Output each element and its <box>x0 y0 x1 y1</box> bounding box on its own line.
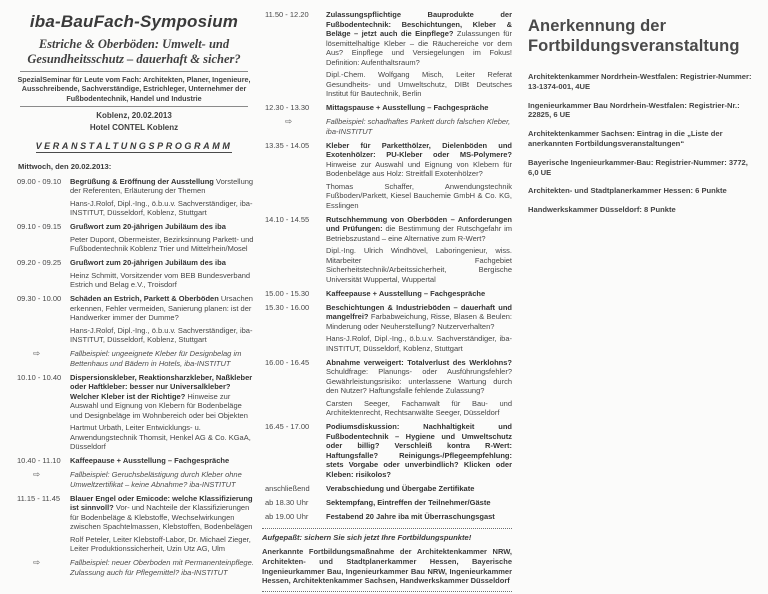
entry-content <box>326 484 512 494</box>
entry-content <box>70 558 254 577</box>
entry-time: 09.00 - 09.10 <box>17 176 62 186</box>
entry-head: Beschichtungen & Industrieböden – dauerhaft und mangelfrei? Farbabweichung, Risse, Blasen & Beulen: Minderung oder Neuherstellung? Nutzerverhalten? <box>326 302 512 331</box>
entry-note: Fallbeispiel: schadhaftes Parkett durch falschen Kleber, iba-INSTITUT <box>326 117 511 136</box>
entry-time: 09.20 - 09.25 <box>17 258 62 268</box>
entry-content <box>326 215 512 285</box>
entry-head: Abnahme verweigert: Totalverlust des Werklohns? Schuldfrage: Planungs- oder Ausführungsfehler? Gewährleistungsrisiko: unterlassene Wartung durch den Nutzer? Haftungsfalle fehlende Zulassung? <box>326 357 512 395</box>
entry-speaker: Carsten Seeger, Fachanwalt für Bau- und Architektenrecht, Rechtsanwälte Seeger, Düsseldorf <box>326 398 512 417</box>
recognized-measure-text: Anerkannte Fortbildungsmaßnahme der Architektenkammer NRW, Architekten- und Stadtplanerkammer Hessen, Bayerische Ingenieurkammer Bau, Ingenieurkammer Bau NRW, Ingenieurkammer Hessen, Architektenkammer Sachsen, Handwerkskammer Düsseldorf <box>262 547 512 586</box>
schedule-entry <box>262 141 512 211</box>
entry-content <box>326 303 512 354</box>
recognition-item: Bayerische Ingenieurkammer-Bau: Registrier-Nummer: 3772, 6,0 UE <box>528 157 748 177</box>
schedule-entry <box>262 484 512 494</box>
schedule-entry <box>262 358 512 418</box>
recognition-heading: Anerkennung der Fortbildungsveranstaltung <box>528 17 740 55</box>
entry-content <box>326 141 512 211</box>
entry-time: 13.35 - 14.05 <box>265 140 310 150</box>
entry-content <box>70 470 254 489</box>
entry-head: Rutschhemmung von Oberböden – Anforderungen und Prüfungen: die Bestimmung der Rutschgefahr im Betriebszustand – eine Alternative zum R-Wert? <box>326 214 512 243</box>
entry-head: Podiumsdiskussion: Nachhaltigkeit und Fußbodentechnik – Hygiene und Umweltschutz oder billig? Verschleiß kontra R-Wert: Haftungsfalle? Reinigungs-/Pflegeempfehlung: stets Vorgabe oder unverbindlich? Klicken oder Kleben: risikolos? <box>326 422 512 479</box>
case-example-row <box>262 117 512 136</box>
schedule-entry <box>14 177 254 218</box>
entry-time: 15.00 - 15.30 <box>265 288 310 298</box>
entry-content <box>326 358 512 418</box>
entry-head: Blauer Engel oder Emicode: welche Klassifizierung ist sinnvoll? Vor- und Nachteile der Klassifizierungen für Bodenbeläge & Klebstoffe, Wechselwirkungen zwischen Spachtelmassen, Klebstoffen, Bodenbelägen <box>70 493 253 532</box>
entry-speaker: Thomas Schaffer, Anwendungstechnik Fußboden/Parkett, Kiesel Bauchemie GmbH & Co. KG, Esslingen <box>326 181 512 210</box>
entry-content <box>70 349 254 368</box>
entry-content <box>70 373 254 452</box>
entry-time: 10.40 - 11.10 <box>17 456 61 466</box>
entry-time: 15.30 - 16.00 <box>265 302 310 312</box>
entry-head: Kaffeepause + Ausstellung – Fachgespräche <box>326 288 486 298</box>
entry-head: Mittagspause + Ausstellung – Fachgespräche <box>326 103 489 112</box>
entry-time: ab 19.00 Uhr <box>265 511 309 521</box>
entry-content <box>326 289 512 299</box>
entry-content <box>70 258 254 290</box>
header-divider-bottom <box>20 106 248 107</box>
schedule-entry <box>14 456 254 466</box>
symposium-subtitle: Estriche & Oberböden: Umwelt- und Gesundheitsschutz – dauerhaft & sicher? <box>27 37 241 66</box>
entry-note: Fallbeispiel: Geruchsbelästigung durch Kleber ohne Umweltzertifikat – keine Abnahme? iba-INSTITUT <box>70 470 242 489</box>
entry-time: 11.50 - 12.20 <box>265 10 309 19</box>
entry-content <box>326 10 512 99</box>
schedule-left <box>14 177 254 578</box>
entry-speaker: Hans-J.Rolof, Dipl.-Ing., ö.b.u.v. Sachverständiger, iba-INSTITUT, Düsseldorf, Koblenz, Stuttgart <box>326 334 512 353</box>
entry-content <box>326 422 512 479</box>
entry-time: 12.30 - 13.30 <box>265 103 310 112</box>
schedule-entry <box>262 215 512 285</box>
entry-speaker: Rolf Peteler, Leiter Klebstoff-Labor, Dr. Michael Zieger, Leiter Produktionssicherheit, Uzin Utz AG, Ulm <box>70 534 251 554</box>
schedule-entry <box>14 294 254 345</box>
entry-speaker: Dipl.-Chem. Wolfgang Misch, Leiter Referat Gesundheits- und Umweltschutz, DIBt Deutsches Institut für Bautechnik, Berlin <box>326 70 512 98</box>
case-example-row <box>14 349 254 368</box>
entry-time: ab 18.30 Uhr <box>265 497 309 507</box>
entry-speaker: Peter Dupont, Obermeister, Bezirksinnung Parkett- und Fußbodentechnik Koblenz Trier und Mittelrhein/Mosel <box>70 234 254 254</box>
recognition-item: Architekten- und Stadtplanerkammer Hessen: 6 Punkte <box>528 186 727 196</box>
entry-speaker: Dipl.-Ing. Ulrich Windhövel, Laboringenieur, wiss. Mitarbeiter Fachgebiet Sicherheitstechnik/Arbeitssicherheit, Bergische Universität Wuppertal, Wuppertal <box>326 246 512 284</box>
entry-content <box>326 512 512 522</box>
entry-time: 11.15 - 11.45 <box>17 493 61 503</box>
entry-head: Zulassungspflichtige Bauprodukte der Fußbodentechnik: Beschichtungen, Kleber & Beläge – jetzt auch die Einpflege? Zulassungen für lösemittelhaltige Kleber – die Räuchereiche vor dem Aus? Einpflege und Versiegelungen im Fokus! Definition: Aufenthaltsraum? <box>326 10 512 67</box>
location-date: Koblenz, 20.02.2013 <box>96 110 172 120</box>
entry-head: Sektempfang, Eintreffen der Teilnehmer/Gäste <box>326 497 491 507</box>
entry-head: Kaffeepause + Ausstellung – Fachgespräche <box>70 456 230 466</box>
schedule-entry <box>14 494 254 554</box>
schedule-entry <box>262 498 512 508</box>
case-example-row <box>14 470 254 489</box>
recognition-list <box>528 72 762 215</box>
entry-content <box>70 222 254 254</box>
schedule-entry <box>14 222 254 254</box>
attention-line: Aufgepaßt: sichern Sie sich jetzt Ihre Fortbildungspunkte! <box>262 533 472 542</box>
entry-head: Schäden an Estrich, Parkett & Oberböden Ursachen erkennen, Fehler vermeiden, Sanierung planen: ist der Handwerker immer der Dumme? <box>70 294 253 323</box>
schedule-entry <box>262 512 512 522</box>
entry-time: 09.10 - 09.15 <box>17 222 62 232</box>
entry-content <box>326 117 512 136</box>
column-left <box>14 6 254 582</box>
program-title: VERANSTALTUNGSPROGRAMM <box>36 141 233 154</box>
schedule-entry <box>14 258 254 290</box>
entry-time: 10.10 - 10.40 <box>17 372 62 382</box>
entry-head: Grußwort zum 20-jährigen Jubiläum des iba <box>70 222 226 232</box>
entry-speaker: Hans-J.Rolof, Dipl.-Ing., ö.b.u.v. Sachverständiger, iba-INSTITUT, Düsseldorf, Koblenz, Stuttgart <box>70 325 253 345</box>
entry-content <box>70 456 254 466</box>
entry-speaker: Heinz Schmitt, Vorsitzender vom BEB Bundesverband Estrich und Belag e.V., Troisdorf <box>70 270 251 290</box>
note-arrow-icon: ⇨ <box>284 116 293 126</box>
entry-head: Verabschiedung und Übergabe Zertifikate <box>326 483 475 493</box>
entry-content <box>326 103 512 113</box>
schedule-entry <box>14 373 254 452</box>
recognition-item: Architektenkammer Nordrhein-Westfalen: Registrier-Nummer: 13-1374-001, 4UE <box>528 72 752 91</box>
note-arrow-icon: ⇨ <box>32 557 41 568</box>
venue-name: Hotel CONTEL Koblenz <box>89 122 179 132</box>
symposium-title: iba-BauFach-Symposium <box>29 12 239 31</box>
entry-time: 14.10 - 14.55 <box>265 214 310 224</box>
note-arrow-icon: ⇨ <box>32 348 41 359</box>
entry-head: Festabend 20 Jahre iba mit Überraschungsgast <box>326 511 495 521</box>
entry-time: 09.30 - 10.00 <box>17 294 62 304</box>
schedule-middle <box>262 10 512 521</box>
entry-note: Fallbeispiel: neuer Oberboden mit Permanenteinpflege. Zulassung auch für Pflegemittel? iba-INSTITUT <box>70 558 254 577</box>
column-right <box>528 12 762 224</box>
entry-speaker: Hans-J.Rolof, Dipl.-Ing., ö.b.u.v. Sachverständiger, iba-INSTITUT, Düsseldorf, Koblenz, Stuttgart <box>70 198 253 218</box>
schedule-entry <box>262 289 512 299</box>
schedule-entry <box>262 303 512 354</box>
entry-content <box>326 498 512 508</box>
entry-content <box>70 294 254 345</box>
entry-head: Begrüßung & Eröffnung der Ausstellung Vorstellung der Referenten, Erläuterung der Themen <box>70 176 254 196</box>
entry-head: Kleber für Parketthölzer, Dielenböden und Exotenhölzer: PU-Kleber oder MS-Polymere? Hinweise zur Auswahl und Eignung von Klebern für Bodenbeläge aus Holz: Streitfall Exotenhölzer? <box>326 140 512 178</box>
entry-speaker: Hartmut Urbath, Leiter Entwicklungs- u. Anwendungstechnik Thomsit, Henkel AG & Co. KGaA, Düsseldorf <box>70 423 251 452</box>
audience-line: SpezialSeminar für Leute vom Fach: Architekten, Planer, Ingenieure, Ausschreibende, Sachverständige, Estrichleger, Unternehmer der Fußbodentechnik, Handel und Industrie <box>17 75 251 103</box>
document-header <box>14 12 254 154</box>
case-example-row <box>14 558 254 577</box>
entry-note: Fallbeispiel: ungeeignete Kleber für Designbelag im Bettenhaus und Bädern in Hotels, iba-INSTITUT <box>70 349 242 368</box>
entry-time: anschließend <box>265 483 310 493</box>
entry-head: Grußwort zum 20-jährigen Jubiläum des iba <box>70 258 226 268</box>
recognition-item: Ingenieurkammer Bau Nordrhein-Westfalen: Registrier-Nr.: 22825, 6 UE <box>528 100 740 120</box>
note-arrow-icon: ⇨ <box>32 469 41 480</box>
day-label: Mittwoch, den 20.02.2013: <box>18 161 112 171</box>
header-divider-top <box>20 71 248 72</box>
entry-content <box>70 494 254 554</box>
entry-content <box>70 177 254 218</box>
recognition-item: Handwerkskammer Düsseldorf: 8 Punkte <box>528 205 676 215</box>
schedule-entry <box>262 103 512 113</box>
entry-head: Dispersionskleber, Reaktionsharzkleber, Naßkleber oder Haftkleber: besser nur Universalkleber? Welcher Kleber ist der Richtige? Hinweise zur Auswahl und Eignung von Klebern für Bodenbeläge und Designbeläge im Wohnbereich oder bei Objekten <box>70 372 253 420</box>
program-title-wrap <box>14 136 254 154</box>
schedule-entry <box>262 422 512 479</box>
dotted-divider-bottom <box>262 591 512 592</box>
schedule-entry <box>262 10 512 99</box>
column-middle <box>262 10 512 594</box>
entry-time: 16.45 - 17.00 <box>265 422 310 431</box>
recognition-item: Architektenkammer Sachsen: Eintrag in die „Liste der anerkannten Fortbildungsveranstaltungen“ <box>528 129 723 148</box>
dotted-divider-top <box>262 528 512 529</box>
entry-time: 16.00 - 16.45 <box>265 357 310 367</box>
